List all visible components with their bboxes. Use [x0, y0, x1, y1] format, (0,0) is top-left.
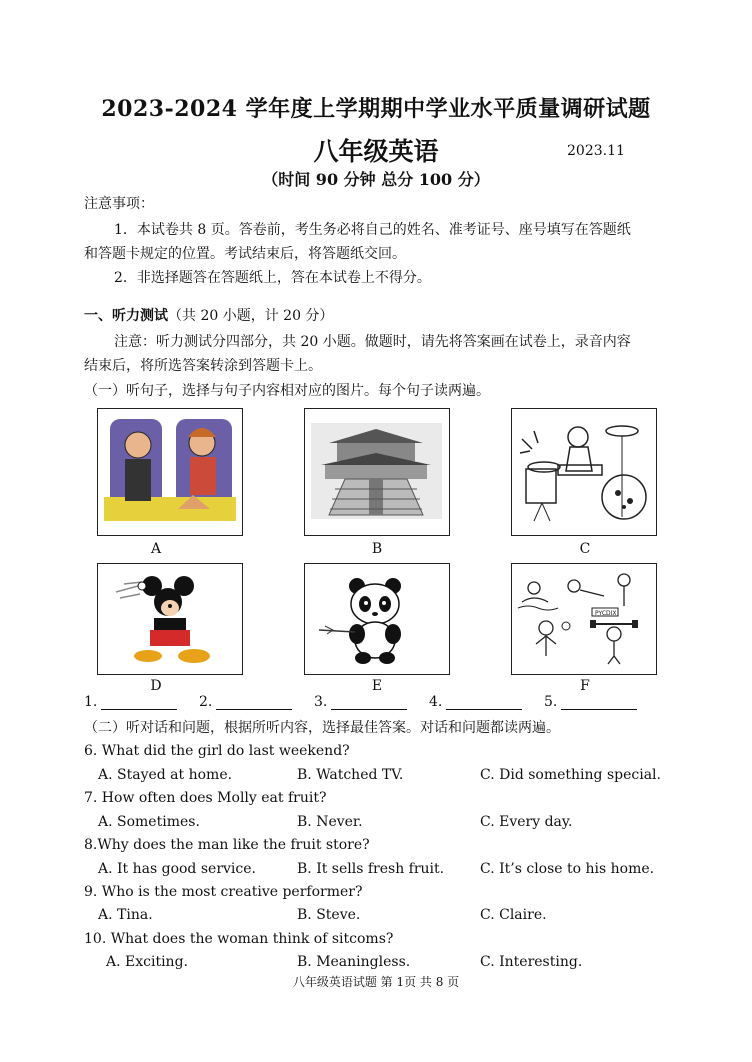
answer-blank-1[interactable] — [84, 694, 177, 710]
exam-title: 2023-2024 学年度上学期期中学业水平质量调研试题 — [101, 96, 651, 122]
question-10-option-c[interactable]: C. Interesting. — [480, 954, 583, 970]
question-6: 6. What did the girl do last weekend? — [84, 743, 350, 759]
question-9-option-b[interactable]: B. Steve. — [297, 907, 361, 923]
answer-blank-3[interactable] — [314, 694, 407, 710]
question-9-option-a[interactable]: A. Tina. — [98, 907, 153, 923]
notice-item1-line1: 1．本试卷共 8 页。答卷前，考生务必将自己的姓名、准考证号、座号填写在答题纸 — [114, 222, 631, 238]
picture-a-label: A — [150, 541, 162, 557]
notice-item2: 2．非选择题答在答题纸上，答在本试卷上不得分。 — [114, 270, 431, 286]
exam-date: 2023.11 — [567, 143, 625, 159]
question-10-option-a[interactable]: A. Exciting. — [106, 954, 188, 970]
picture-d-label: D — [150, 678, 162, 694]
question-9-option-c[interactable]: C. Claire. — [480, 907, 547, 923]
section1-heading: 一、听力测试 — [84, 308, 168, 324]
picture-f-label: F — [580, 678, 590, 694]
page-footer: 八年级英语试题 第 1页 共 8 页 — [292, 975, 460, 989]
question-9: 9. Who is the most creative performer? — [84, 884, 363, 900]
picture-e — [304, 563, 450, 675]
sports-kids-illustration — [512, 564, 655, 673]
answer-blank-3-line[interactable] — [331, 695, 407, 710]
question-7-option-b[interactable]: B. Never. — [297, 814, 363, 830]
answer-blank-5-line[interactable] — [561, 695, 637, 710]
answer-blank-2-line[interactable] — [216, 695, 292, 710]
answer-blank-2[interactable] — [199, 694, 292, 710]
question-8-option-b[interactable]: B. It sells fresh fruit. — [297, 861, 445, 877]
question-10: 10. What does the woman think of sitcoms? — [84, 931, 394, 947]
notice-item1-line2: 和答题卡规定的位置。考试结束后，将答题纸交回。 — [84, 246, 406, 262]
answer-blank-5-number: 5. — [544, 694, 558, 710]
answer-blank-4[interactable] — [429, 694, 522, 710]
section1-note-line1: 注意：听力测试分四部分，共 20 小题。做题时，请先将答案画在试卷上，录音内容 — [114, 334, 631, 350]
picture-e-label: E — [371, 678, 383, 694]
question-7-option-a[interactable]: A. Sometimes. — [98, 814, 200, 830]
question-7: 7. How often does Molly eat fruit? — [84, 790, 327, 806]
picture-b-label: B — [371, 541, 383, 557]
answer-blank-4-number: 4. — [429, 694, 443, 710]
picture-c-label: C — [579, 541, 591, 557]
answer-blank-1-line[interactable] — [101, 695, 177, 710]
answer-blank-3-number: 3. — [314, 694, 328, 710]
exam-time-info: （时间 90 分钟 总分 100 分） — [262, 170, 490, 189]
question-6-option-b[interactable]: B. Watched TV. — [297, 767, 404, 783]
palace-illustration — [305, 409, 448, 534]
question-7-option-c[interactable]: C. Every day. — [480, 814, 573, 830]
picture-b — [304, 408, 450, 536]
section1-note-line2: 结束后，将所选答案转涂到答题卡上。 — [84, 358, 322, 374]
picture-c — [511, 408, 657, 536]
part2-instruction: （二）听对话和问题，根据所听内容，选择最佳答案。对话和问题都读两遍。 — [84, 720, 560, 736]
picture-d — [97, 563, 243, 675]
question-8-option-c[interactable]: C. It’s close to his home. — [480, 861, 655, 877]
question-8: 8.Why does the man like the fruit store? — [84, 837, 370, 853]
question-10-option-b[interactable]: B. Meaningless. — [297, 954, 411, 970]
section1-heading-line — [84, 306, 333, 326]
answer-blank-2-number: 2. — [199, 694, 213, 710]
notice-heading: 注意事项： — [84, 196, 154, 212]
exam-subtitle: 八年级英语 — [313, 137, 439, 166]
panda-illustration — [305, 564, 448, 673]
question-6-option-a[interactable]: A. Stayed at home. — [98, 767, 233, 783]
talking-people-illustration — [98, 409, 241, 534]
sign-text: PYCDIX — [595, 610, 617, 617]
section1-heading-suffix: （共 20 小题，计 20 分） — [168, 308, 334, 324]
part1-instruction: （一）听句子，选择与句子内容相对应的图片。每个句子读两遍。 — [84, 383, 490, 399]
cartoon-mouse-illustration — [98, 564, 241, 673]
picture-f — [511, 563, 657, 675]
answer-blank-1-number: 1. — [84, 694, 98, 710]
answer-blank-5[interactable] — [544, 694, 637, 710]
answer-blank-4-line[interactable] — [446, 695, 522, 710]
question-6-option-c[interactable]: C. Did something special. — [480, 767, 661, 783]
drum-kit-illustration — [512, 409, 655, 534]
question-8-option-a[interactable]: A. It has good service. — [98, 861, 256, 877]
picture-a — [97, 408, 243, 536]
